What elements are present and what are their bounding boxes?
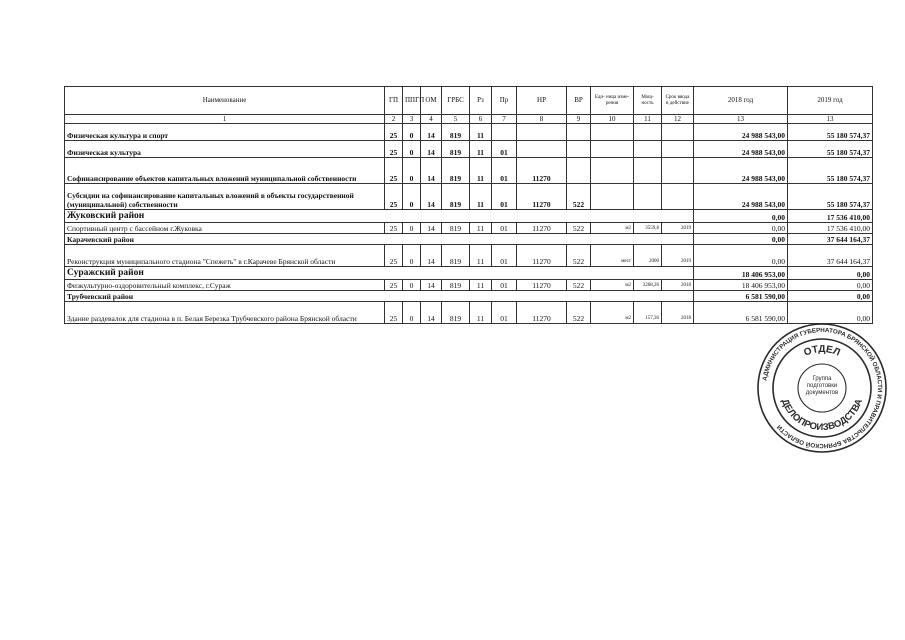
cell-vr [567, 124, 591, 141]
cell-rz: 11 [470, 280, 492, 291]
cell-grbs: 819 [442, 245, 470, 267]
cell-pr: 01 [492, 223, 517, 234]
colnum-6: 6 [470, 115, 492, 124]
table-row [65, 141, 873, 158]
cell-grbs: 819 [442, 302, 470, 324]
cell-nr [517, 124, 567, 141]
cell-unit [591, 184, 634, 210]
cell-2019: 0,00 [788, 267, 873, 280]
cell-vr [567, 141, 591, 158]
cell-unit: м2 [591, 223, 634, 234]
cell-2019: 0,00 [788, 302, 873, 324]
header-gp: ГП [385, 87, 403, 115]
cell-gp: 25 [385, 158, 403, 184]
colnum-13b: 13 [788, 115, 873, 124]
row-name: Физическая культура [65, 141, 385, 158]
cell-vr: 522 [567, 245, 591, 267]
header-rz: Рз [470, 87, 492, 115]
cell-unit [591, 158, 634, 184]
cell-nr: 11270 [517, 245, 567, 267]
cell-2019: 17 536 410,00 [788, 210, 873, 223]
cell-rz: 11 [470, 158, 492, 184]
cell-om: 14 [421, 280, 442, 291]
header-grbs: ГРБС [442, 87, 470, 115]
cell-rz: 11 [470, 184, 492, 210]
cell-term: 2019 [662, 223, 694, 234]
column-number-row [65, 115, 873, 124]
row-name: Физическая культура и спорт [65, 124, 385, 141]
cell-capacity [634, 158, 662, 184]
cell-vr: 522 [567, 302, 591, 324]
colnum-4: 4 [421, 115, 442, 124]
cell-unit: м2 [591, 280, 634, 291]
cell-gp: 25 [385, 124, 403, 141]
cell-nr: 11270 [517, 280, 567, 291]
header-term: Срок ввода в действие [662, 87, 694, 115]
cell-ppgp: 0 [403, 184, 421, 210]
cell-pr: 01 [492, 141, 517, 158]
cell-2019: 55 180 574,37 [788, 184, 873, 210]
cell-2019: 55 180 574,37 [788, 158, 873, 184]
region-row [65, 267, 873, 280]
cell-gp: 25 [385, 141, 403, 158]
row-name: Реконструкция муниципального стадиона "Спежеть" в г.Карачеве Брянской области [65, 245, 385, 267]
cell-gp: 25 [385, 223, 403, 234]
cell-gp: 25 [385, 302, 403, 324]
cell-capacity: 3559,8 [634, 223, 662, 234]
colnum-9: 9 [567, 115, 591, 124]
row-name: Спортивный центр с бассейном г.Жуковка [65, 223, 385, 234]
header-pr: Пр [492, 87, 517, 115]
department-stamp [756, 322, 888, 454]
cell-2019: 37 644 164,37 [788, 245, 873, 267]
cell-vr: 522 [567, 184, 591, 210]
cell-pr: 01 [492, 184, 517, 210]
cell-capacity [634, 124, 662, 141]
cell-2018: 0,00 [694, 223, 788, 234]
cell-2018: 24 988 543,00 [694, 124, 788, 141]
row-name: Субсидии на софинансирование капитальных вложений в объекты государственной (муниципальной) собственности [65, 184, 385, 210]
colnum-12: 12 [662, 115, 694, 124]
cell-capacity: 157,36 [634, 302, 662, 324]
header-nr: НР [517, 87, 567, 115]
cell-gp: 25 [385, 184, 403, 210]
cell-unit: м2 [591, 302, 634, 324]
cell-term [662, 158, 694, 184]
cell-vr: 522 [567, 280, 591, 291]
cell-vr [567, 158, 591, 184]
colnum-3: 3 [403, 115, 421, 124]
cell-2018: 18 406 953,00 [694, 280, 788, 291]
table-row [65, 124, 873, 141]
cell-term [662, 184, 694, 210]
cell-rz: 11 [470, 223, 492, 234]
cell-rz: 11 [470, 245, 492, 267]
cell-2019: 55 180 574,37 [788, 141, 873, 158]
region-row [65, 291, 873, 302]
cell-2018: 6 581 590,00 [694, 291, 788, 302]
cell-2018: 0,00 [694, 234, 788, 245]
cell-2018: 24 988 543,00 [694, 141, 788, 158]
cell-capacity [634, 184, 662, 210]
cell-term [662, 124, 694, 141]
colnum-5: 5 [442, 115, 470, 124]
table-row [65, 245, 873, 267]
cell-nr: 11270 [517, 158, 567, 184]
cell-grbs: 819 [442, 280, 470, 291]
cell-om: 14 [421, 245, 442, 267]
cell-2019: 17 536 410,00 [788, 223, 873, 234]
stamp-ring-text: АДМИНИСТРАЦИЯ ГУБЕРНАТОРА БРЯНСКОЙ ОБЛАСТИ И ПРАВИТЕЛЬСТВА БРЯНСКОЙ ОБЛАСТИ [761, 326, 884, 450]
colnum-13a: 13 [694, 115, 788, 124]
cell-2018: 24 988 543,00 [694, 158, 788, 184]
cell-term: 2018 [662, 280, 694, 291]
cell-rz: 11 [470, 124, 492, 141]
cell-gp: 25 [385, 280, 403, 291]
cell-unit: мест [591, 245, 634, 267]
cell-nr: 11270 [517, 302, 567, 324]
cell-ppgp: 0 [403, 245, 421, 267]
header-vr: ВР [567, 87, 591, 115]
row-name: Физкультурно-оздоровительный комплекс, г.Сураж [65, 280, 385, 291]
svg-text:ДЕЛОПРОИЗВОДСТВА [779, 397, 865, 433]
cell-gp: 25 [385, 245, 403, 267]
cell-om: 14 [421, 141, 442, 158]
cell-2019: 0,00 [788, 291, 873, 302]
cell-term [662, 141, 694, 158]
region-row [65, 210, 873, 223]
colnum-10: 10 [591, 115, 634, 124]
cell-pr: 01 [492, 158, 517, 184]
cell-ppgp: 0 [403, 158, 421, 184]
cell-ppgp: 0 [403, 302, 421, 324]
region-name: Трубчевский район [65, 291, 694, 302]
cell-2019: 0,00 [788, 280, 873, 291]
header-om: ОМ [421, 87, 442, 115]
stamp-dept-bottom: ДЕЛОПРОИЗВОДСТВА [778, 397, 866, 434]
table-row [65, 223, 873, 234]
cell-2019: 37 644 164,37 [788, 234, 873, 245]
colnum-7: 7 [492, 115, 517, 124]
stamp-dept-top: ОТДЕЛ [802, 343, 842, 359]
header-unit: Еди- ница изме- рения [591, 87, 634, 115]
colnum-8: 8 [517, 115, 567, 124]
cell-pr: 01 [492, 302, 517, 324]
cell-pr: 01 [492, 245, 517, 267]
cell-grbs: 819 [442, 124, 470, 141]
cell-term: 2019 [662, 245, 694, 267]
table-row [65, 184, 873, 210]
cell-pr: 01 [492, 280, 517, 291]
colnum-2: 2 [385, 115, 403, 124]
cell-2018: 6 581 590,00 [694, 302, 788, 324]
cell-grbs: 819 [442, 184, 470, 210]
table-row [65, 158, 873, 184]
cell-ppgp: 0 [403, 223, 421, 234]
cell-nr: 11270 [517, 184, 567, 210]
row-name: Здание раздевалок для стадиона в п. Белая Березка Трубчевского района Брянской области [65, 302, 385, 324]
cell-2018: 0,00 [694, 245, 788, 267]
budget-table [64, 86, 873, 324]
region-row [65, 234, 873, 245]
header-capacity: Мощ- ность [634, 87, 662, 115]
cell-capacity: 3268,26 [634, 280, 662, 291]
cell-grbs: 819 [442, 223, 470, 234]
svg-text:ОТДЕЛ [802, 344, 841, 359]
region-name: Суражский район [65, 267, 694, 280]
region-name: Карачевский район [65, 234, 694, 245]
cell-om: 14 [421, 184, 442, 210]
header-2018: 2018 год [694, 87, 788, 115]
cell-pr [492, 124, 517, 141]
cell-rz: 11 [470, 302, 492, 324]
cell-unit [591, 141, 634, 158]
stamp-center-text: Группа подготовки документов [805, 376, 839, 396]
cell-om: 14 [421, 223, 442, 234]
cell-nr: 11270 [517, 223, 567, 234]
cell-ppgp: 0 [403, 280, 421, 291]
cell-2018: 0,00 [694, 210, 788, 223]
cell-nr [517, 141, 567, 158]
cell-capacity: 2000 [634, 245, 662, 267]
cell-term: 2018 [662, 302, 694, 324]
table-row [65, 302, 873, 324]
cell-unit [591, 124, 634, 141]
cell-2018: 18 406 953,00 [694, 267, 788, 280]
colnum-1: 1 [65, 115, 385, 124]
header-name: Наименование [65, 87, 385, 115]
cell-rz: 11 [470, 141, 492, 158]
cell-om: 14 [421, 158, 442, 184]
table-row [65, 280, 873, 291]
row-name: Софинансирование объектов капитальных вложений муниципальной собственности [65, 158, 385, 184]
cell-om: 14 [421, 302, 442, 324]
header-row [65, 87, 873, 115]
header-ppgp: ППГП [403, 87, 421, 115]
cell-grbs: 819 [442, 141, 470, 158]
cell-2019: 55 180 574,37 [788, 124, 873, 141]
cell-capacity [634, 141, 662, 158]
cell-2018: 24 988 543,00 [694, 184, 788, 210]
header-2019: 2019 год [788, 87, 873, 115]
cell-ppgp: 0 [403, 124, 421, 141]
region-name: Жуковский район [65, 210, 694, 223]
cell-grbs: 819 [442, 158, 470, 184]
cell-om: 14 [421, 124, 442, 141]
cell-ppgp: 0 [403, 141, 421, 158]
cell-vr: 522 [567, 223, 591, 234]
colnum-11: 11 [634, 115, 662, 124]
